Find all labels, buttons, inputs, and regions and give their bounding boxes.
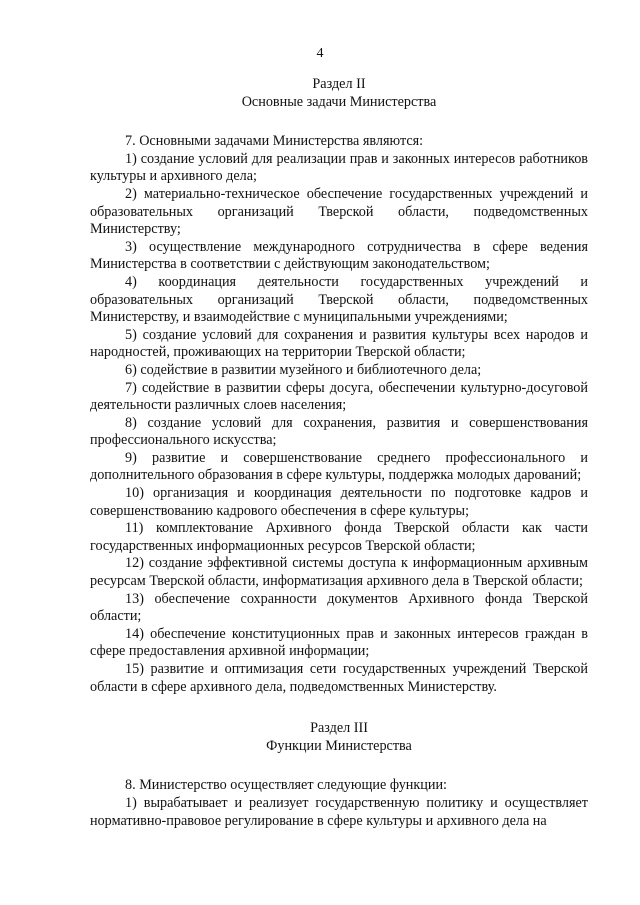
section-2-intro: 7. Основными задачами Министерства являются: (125, 133, 424, 150)
spacer (90, 111, 588, 133)
section-2-label: Раздел II (312, 76, 366, 92)
task-item-13: 13) обеспечение сохранности документов Архивного фонда Тверской области; (90, 590, 588, 625)
section-2-title: Основные задачи Министерства (241, 93, 437, 110)
task-item-14: 14) обеспечение конституционных прав и законных интересов граждан в сфере предоставления архивной информации; (90, 625, 588, 660)
spacer (90, 755, 588, 777)
task-item-10: 10) организация и координация деятельности по подготовке кадров и совершенствованию кадрового обеспечения в сфере культуры; (90, 485, 588, 519)
spacer (90, 696, 588, 720)
task-item-7: 7) содействие в развитии сферы досуга, обеспечении культурно-досуговой деятельности различных слоев населения; (90, 379, 588, 414)
task-item-11: 11) комплектование Архивного фонда Тверской области как части государственных информационных ресурсов Тверской области; (90, 520, 588, 554)
task-item-2: 2) материально-техническое обеспечение государственных учреждений и образовательных организаций Тверской области, подведомственных Министерству; (90, 185, 588, 238)
task-item-5: 5) создание условий для сохранения и развития культуры всех народов и народностей, проживающих на территории Тверской области; (90, 326, 588, 361)
task-item-3: 3) осуществление международного сотрудничества в сфере ведения Министерства в соответствии с действующим законодательством; (90, 238, 588, 273)
task-item-8: 8) создание условий для сохранения, развития и совершенствования профессионального искусства; (90, 414, 588, 449)
task-item-15: 15) развитие и оптимизация сети государственных учреждений Тверской области в сфере архивного дела, подведомственных Министерству. (90, 661, 588, 695)
task-item-12: 12) создание эффективной системы доступа к информационным архивным ресурсам Тверской области, информатизация архивного дела в Тверской области; (90, 555, 588, 590)
task-item-1: 1) создание условий для реализации прав и законных интересов работников культуры и архивного дела; (90, 150, 588, 185)
document-body (90, 76, 588, 830)
section-3-intro: 8. Министерство осуществляет следующие функции: (125, 777, 447, 794)
section-3-title: Функции Министерства (266, 737, 412, 754)
task-item-9: 9) развитие и совершенствование среднего профессионального и дополнительного образования в сфере культуры, поддержка молодых дарований; (90, 449, 588, 484)
page-number: 4 (316, 46, 324, 61)
function-item-1: 1) вырабатывает и реализует государственную политику и осуществляет нормативно-правовое регулирование в сфере культуры и архивного дела на (90, 794, 588, 829)
section-3-label: Раздел III (310, 720, 368, 737)
task-item-6: 6) содействие в развитии музейного и библиотечного дела; (125, 361, 482, 378)
task-item-4: 4) координация деятельности государственных учреждений и образовательных организаций Тверской области, подведомственных Министерству, и взаимодействие с муниципальными учреждениями; (90, 273, 588, 326)
